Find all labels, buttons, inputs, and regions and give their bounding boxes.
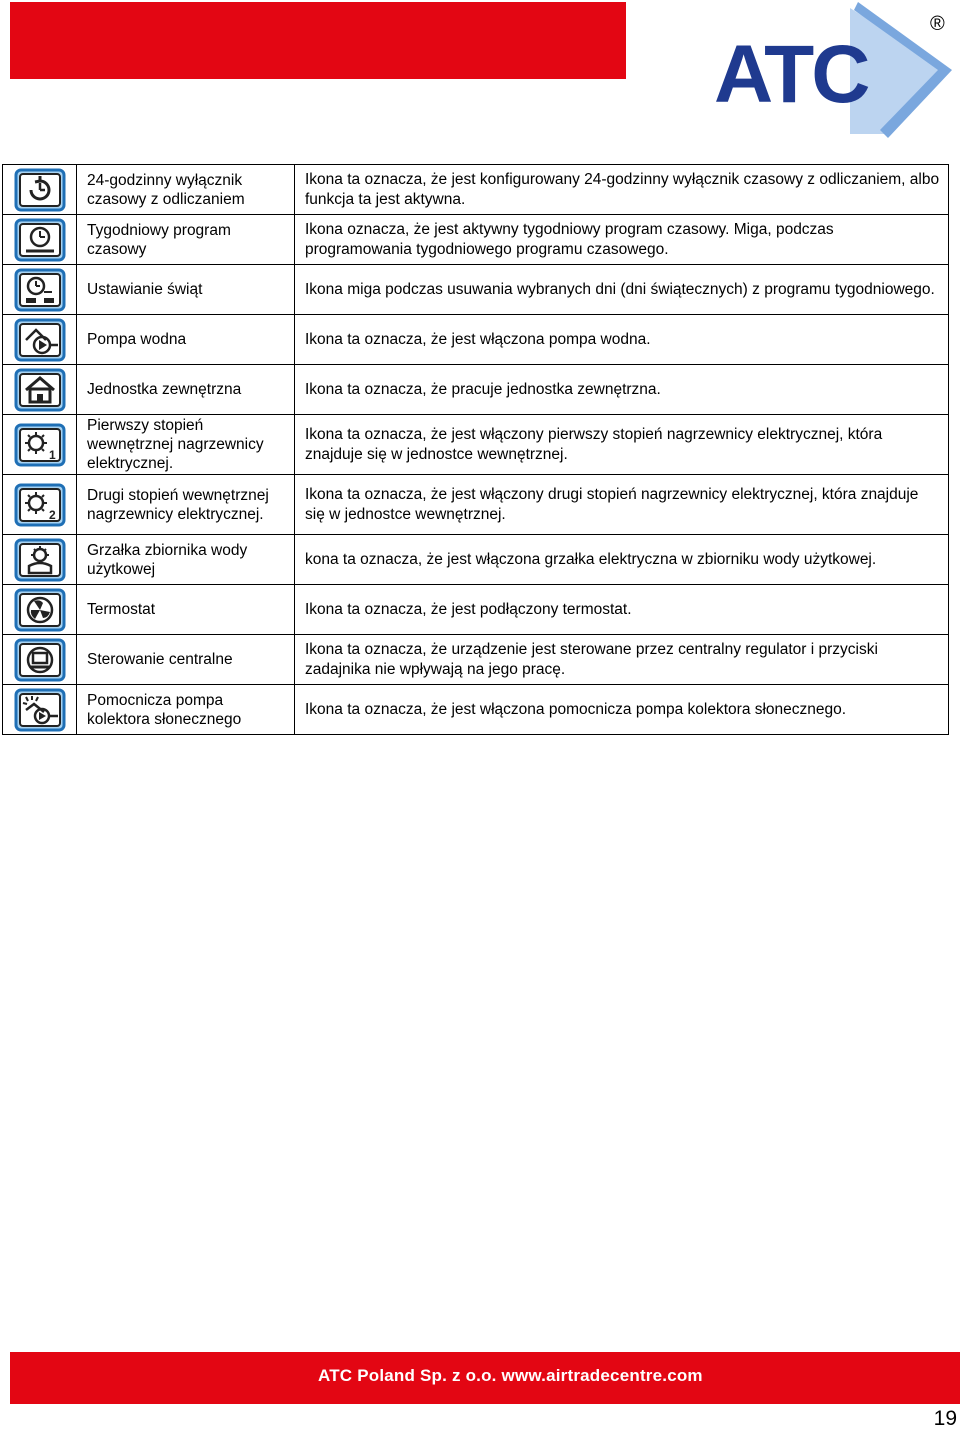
- page-number: 19: [933, 1407, 957, 1430]
- icon-name: Pomocnicza pompa kolektora słonecznego: [77, 685, 295, 735]
- central-control-icon: [14, 638, 66, 682]
- icon-cell: [3, 585, 77, 635]
- icon-cell: [3, 685, 77, 735]
- icon-description: Ikona ta oznacza, że jest włączona pompa wodna.: [295, 315, 949, 365]
- icon-cell: [3, 475, 77, 535]
- thermostat-icon: [14, 588, 66, 632]
- icon-description: Ikona ta oznacza, że jest włączony drugi stopień nagrzewnicy elektrycznej, która znajduje się w jednostce wewnętrznej.: [295, 475, 949, 535]
- icon-description: Ikona oznacza, że jest aktywny tygodniowy program czasowy. Miga, podczas programowania tygodniowego programu czasowego.: [295, 215, 949, 265]
- icon-name: Termostat: [77, 585, 295, 635]
- icon-description: Ikona ta oznacza, że urządzenie jest sterowane przez centralny regulator i przyciski zadajnika nie wpływają na jego pracę.: [295, 635, 949, 685]
- icon-name: Drugi stopień wewnętrznej nagrzewnicy elektrycznej.: [77, 475, 295, 535]
- svg-text:1: 1: [48, 447, 56, 462]
- icon-name: Pompa wodna: [77, 315, 295, 365]
- footer-company-text: ATC Poland Sp. z o.o. www.airtradecentre.com: [318, 1366, 703, 1385]
- icon-legend-table: [2, 164, 949, 735]
- icon-description: Ikona ta oznacza, że jest włączona pomocnicza pompa kolektora słonecznego.: [295, 685, 949, 735]
- icon-cell: [3, 415, 77, 475]
- table-row: [3, 165, 949, 215]
- table-row: [3, 685, 949, 735]
- icon-cell: [3, 635, 77, 685]
- icon-name: 24-godzinny wyłącznik czasowy z odliczaniem: [77, 165, 295, 215]
- heater-stage-1-icon: [14, 423, 66, 467]
- svg-text:2: 2: [48, 507, 56, 522]
- table-row: [3, 585, 949, 635]
- heater-stage-2-icon: [14, 483, 66, 527]
- solar-pump-icon: [14, 688, 66, 732]
- table-row: [3, 635, 949, 685]
- icon-name: Jednostka zewnętrzna: [77, 365, 295, 415]
- table-row: [3, 215, 949, 265]
- icon-cell: [3, 265, 77, 315]
- icon-cell: [3, 215, 77, 265]
- header-red-bar: [10, 2, 626, 79]
- table-row: [3, 415, 949, 475]
- table-row: [3, 365, 949, 415]
- weekly-timer-icon: [14, 218, 66, 262]
- water-pump-icon: [14, 318, 66, 362]
- outdoor-unit-icon: [14, 368, 66, 412]
- icon-description: Ikona miga podczas usuwania wybranych dni (dni świątecznych) z programu tygodniowego.: [295, 265, 949, 315]
- atc-logo: [708, 0, 960, 140]
- table-row: [3, 535, 949, 585]
- logo-registered-mark: ®: [930, 13, 945, 35]
- table-row: [3, 265, 949, 315]
- icon-cell: [3, 165, 77, 215]
- footer-red-bar: [10, 1352, 960, 1404]
- holiday-setting-icon: [14, 268, 66, 312]
- logo-wordmark: ATC: [714, 29, 868, 120]
- icon-description: Ikona ta oznacza, że pracuje jednostka zewnętrzna.: [295, 365, 949, 415]
- icon-cell: [3, 535, 77, 585]
- atc-logo-graphic: [708, 0, 960, 140]
- icon-name: Tygodniowy program czasowy: [77, 215, 295, 265]
- icon-description: Ikona ta oznacza, że jest włączony pierwszy stopień nagrzewnicy elektrycznej, która znajduje się w jednostce wewnętrznej.: [295, 415, 949, 475]
- icon-description: Ikona ta oznacza, że jest konfigurowany 24-godzinny wyłącznik czasowy z odliczaniem, albo funkcja ta jest aktywna.: [295, 165, 949, 215]
- icon-description: kona ta oznacza, że jest włączona grzałka elektryczna w zbiorniku wody użytkowej.: [295, 535, 949, 585]
- tank-heater-icon: [14, 538, 66, 582]
- icon-name: Ustawianie świąt: [77, 265, 295, 315]
- countdown-timer-24h-icon: [14, 168, 66, 212]
- icon-name: Sterowanie centralne: [77, 635, 295, 685]
- table-row: [3, 315, 949, 365]
- icon-name: Pierwszy stopień wewnętrznej nagrzewnicy elektrycznej.: [77, 415, 295, 475]
- table-row: [3, 475, 949, 535]
- icon-description: Ikona ta oznacza, że jest podłączony termostat.: [295, 585, 949, 635]
- icon-cell: [3, 365, 77, 415]
- icon-cell: [3, 315, 77, 365]
- icon-name: Grzałka zbiornika wody użytkowej: [77, 535, 295, 585]
